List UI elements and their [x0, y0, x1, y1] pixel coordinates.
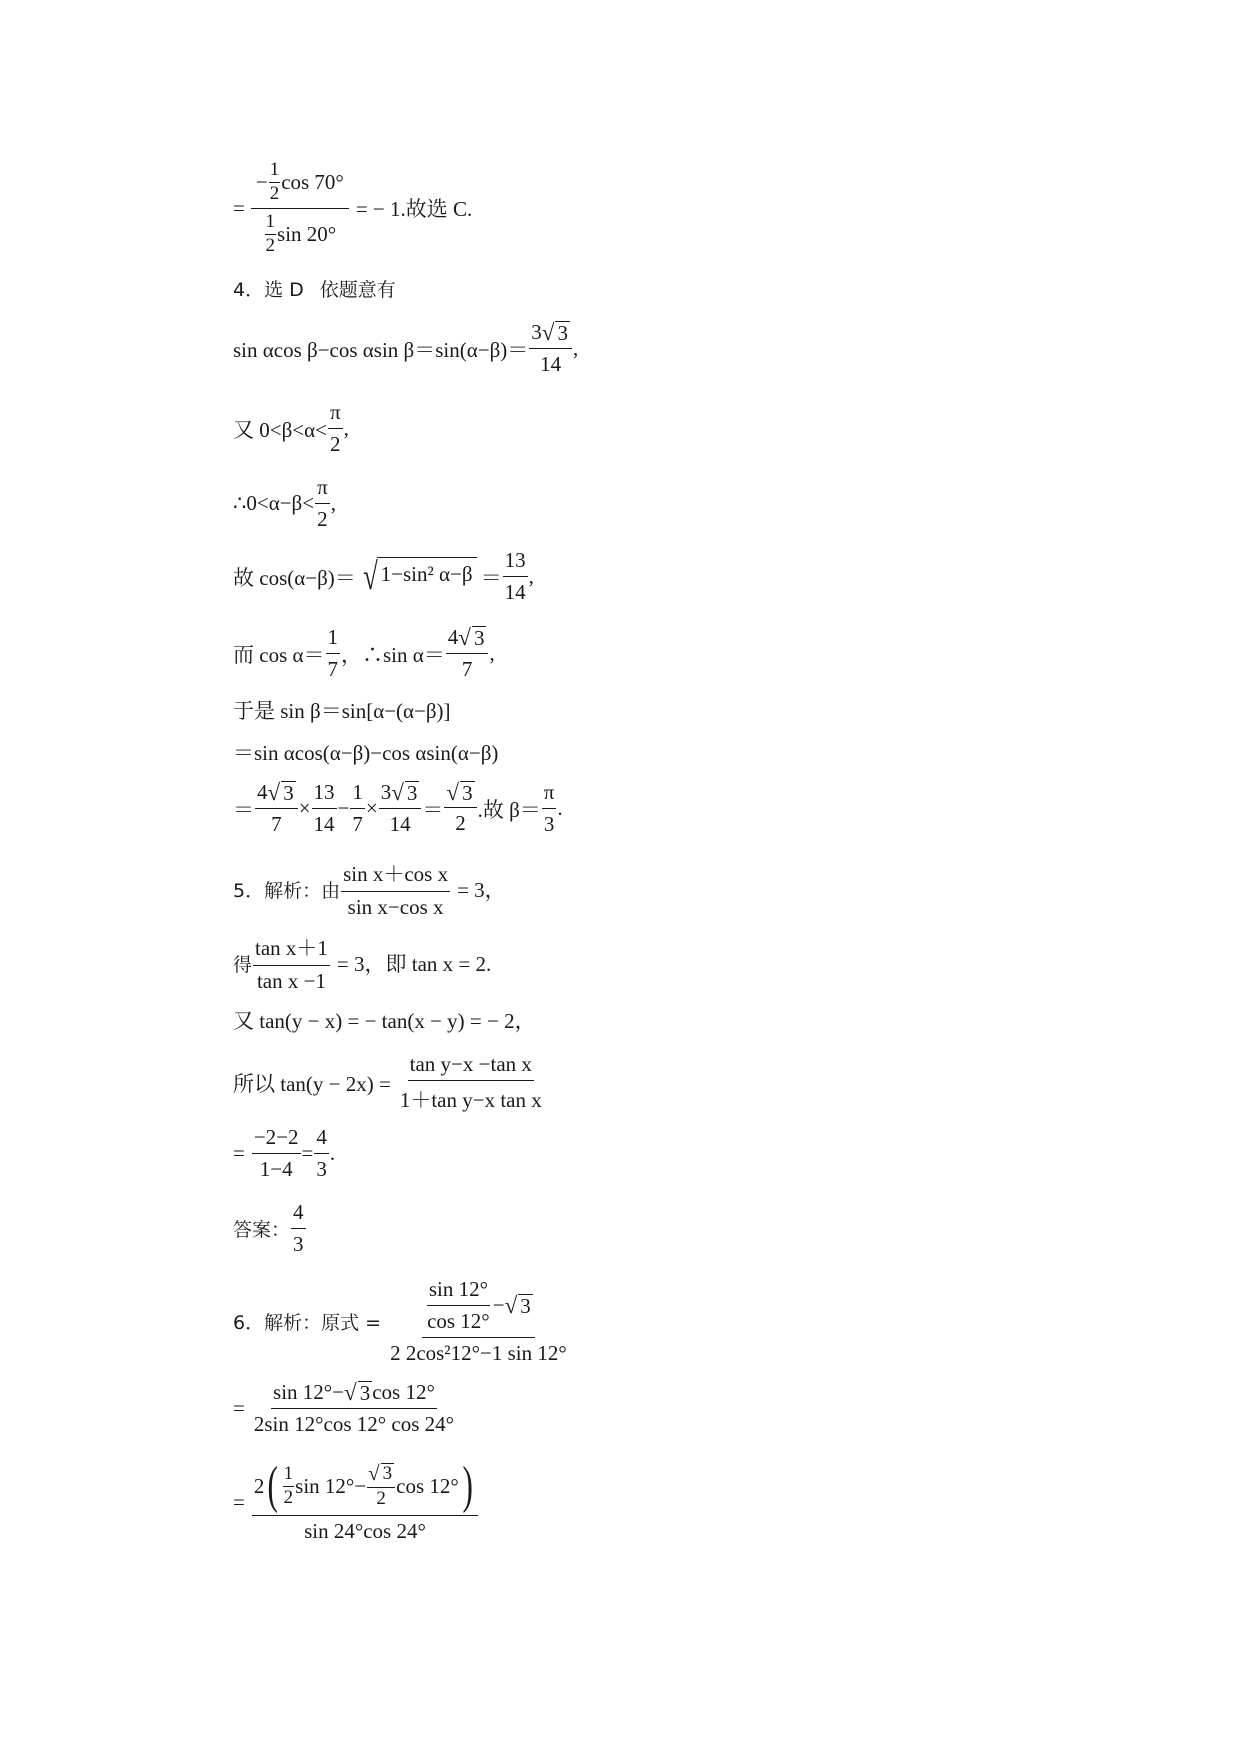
equation-line-12: 得 $\frac{\text{tan x＋1}}{\text{tan x −1}}$ = 3，即 tan x = 2.: [233, 932, 491, 994]
question-number: 5．解析：由: [233, 879, 341, 902]
fraction: $\frac{\pi}{2}$: [317, 475, 328, 531]
fraction: $\frac{\sin 12^\circ}{\cos 12^\circ}$ − √ 3 2 2cos²12°−1 sin 12°: [390, 1277, 567, 1365]
fraction: $\frac{1}{7}$: [327, 625, 338, 681]
expression: 故 cos(α−β)＝: [233, 565, 356, 590]
fraction: $\frac{4}{3}$: [316, 1125, 327, 1181]
fraction: − $\frac{1}{2}$ cos 70° $\frac{1}{2}$ sin 20°: [251, 160, 349, 257]
expression: ＝sin αcos(α−β)−cos αsin(α−β): [233, 741, 499, 765]
equation-line-10: ＝ 4 √ 3 7 × $\frac{13}{14}$ − $\frac{1}{7}$ × 3 √ 3 14 ＝ √ 3 2 .故 β＝ $\frac{\pi}{3}$ .: [233, 778, 563, 836]
equation-line-5: ∴0<α−β< $\frac{\pi}{2}$ ,: [233, 475, 336, 531]
answer-label: 答案：: [233, 1219, 291, 1241]
fraction: 4 √ 3 7: [446, 625, 489, 682]
question-4-header: [233, 275, 396, 302]
answer-fraction: $\frac{4}{3}$: [293, 1200, 304, 1256]
question-number: 6．解析：原式 =: [233, 1312, 382, 1334]
fraction: 2 ( $\frac{1}{2}$ sin 12°− √ 3 2 cos 12° ) sin 24°cos 24°: [252, 1460, 478, 1544]
fraction: sin 12°− √ 3 cos 12° 2sin 12°cos 12° cos 24°: [253, 1378, 455, 1436]
equation-line-7: 而 cos α＝ $\frac{1}{7}$ ，∴sin α＝ 4 √ 3 7 ,: [233, 623, 495, 681]
equation-line-4: 又 0<β<α< $\frac{\pi}{2}$ ,: [233, 400, 349, 456]
fraction: $\frac{-2-2}{1-4}$: [253, 1125, 299, 1181]
expression: 又 tan(y − x) = − tan(x − y) = − 2，: [233, 1009, 536, 1033]
fraction: √ 3 2: [444, 781, 476, 836]
result-text: = − 1.故选 C.: [355, 197, 473, 222]
equation-line-3: sin αcos β−cos αsin β＝sin(α−β)＝ 3 √ 3 14 ,: [233, 318, 579, 376]
radical: √ 1−sin² α−β: [360, 557, 477, 597]
fraction: $\frac{\pi}{3}$: [543, 780, 555, 836]
equals-sign: =: [233, 195, 245, 220]
equation-line-19: = 2 ( $\frac{1}{2}$ sin 12°− √ 3 2 cos 12° ) sin 24°cos 24°: [233, 1460, 479, 1544]
equation-line-1: [233, 160, 472, 257]
expression: 又 0<β<α<: [233, 417, 327, 442]
equation-line-15: = $\frac{-2-2}{1-4}$ = $\frac{4}{3}$ .: [233, 1125, 336, 1181]
fraction: $\frac{\text{sin x＋cos x}}{\text{sin x−cos x}}$: [341, 858, 450, 920]
answer-line: [233, 1200, 307, 1257]
question-note: 依题意有: [319, 279, 396, 301]
fraction: $\frac{13}{14}$: [504, 548, 526, 604]
equation-line-8: [233, 695, 451, 725]
expression: ∴0<α−β<: [233, 491, 315, 515]
fraction: $\frac{\text{tan x＋1}}{\text{tan x −1}}$: [253, 932, 330, 994]
fraction: $\frac{1}{7}$: [352, 780, 363, 836]
fraction: 3 √ 3 14: [379, 780, 422, 837]
fraction: 4 √ 3 7: [255, 780, 298, 837]
equation-line-13: [233, 1005, 536, 1035]
expression: 而 cos α＝: [233, 642, 325, 667]
equation-line-14: [233, 1052, 545, 1114]
question-6-header: [233, 1277, 570, 1366]
question-5-header: 5．解析：由 $\frac{\text{sin x＋cos x}}{\text{sin x−cos x}}$ = 3，: [233, 858, 506, 920]
expression: 所以 tan(y − 2x) =: [233, 1072, 391, 1096]
fraction: $\frac{13}{14}$: [313, 780, 335, 836]
expression: sin αcos β−cos αsin β＝sin(α−β)＝: [233, 337, 529, 362]
expression: 于是 sin β＝sin[α−(α−β)]: [233, 699, 451, 723]
equation-line-9: [233, 737, 498, 767]
fraction: 3 √ 3 14: [529, 320, 572, 377]
equation-line-6: 故 cos(α−β)＝ √ 1−sin² α−β ＝ $\frac{13}{14}$ ,: [233, 548, 534, 604]
fraction: $\frac{\text{tan y−x −tan x}}{\text{1＋tan y−x tan x}}$: [399, 1052, 542, 1112]
fraction: $\frac{\pi}{2}$: [329, 400, 341, 456]
equation-line-18: = sin 12°− √ 3 cos 12° 2sin 12°cos 12° cos 24°: [233, 1378, 455, 1436]
question-number: 4．选 D: [233, 279, 304, 301]
